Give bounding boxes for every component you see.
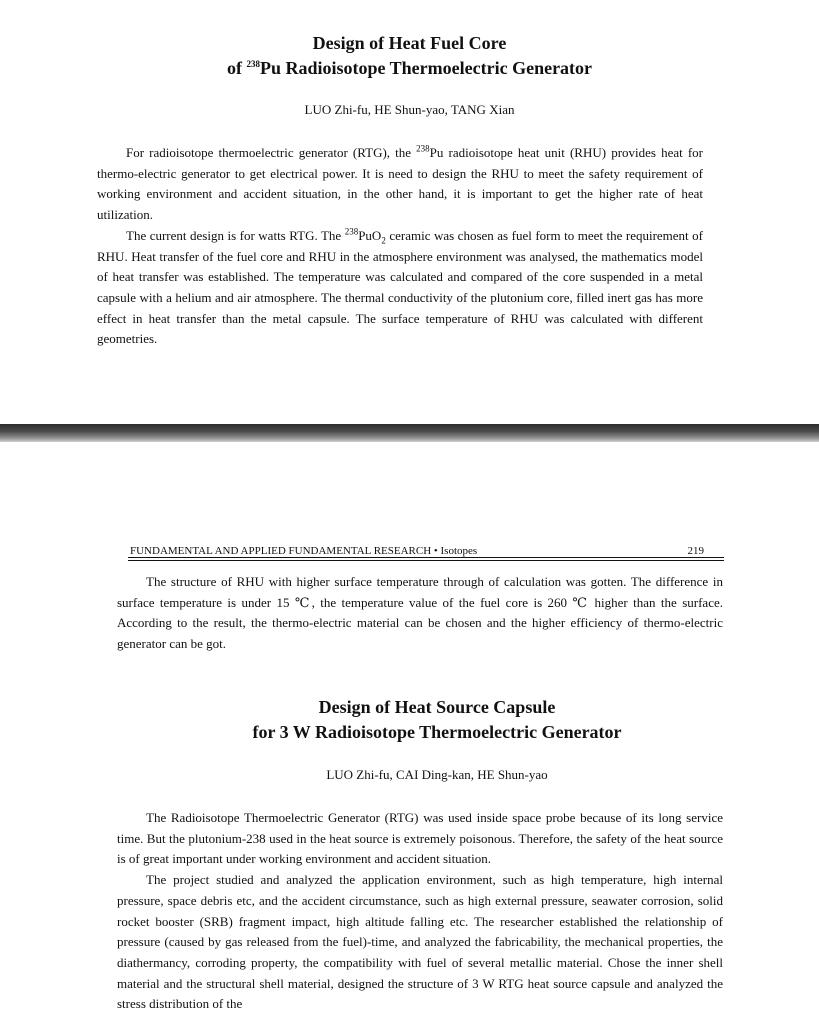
page-separator — [0, 424, 819, 442]
title-prefix: of — [226, 58, 247, 78]
abstract-paragraph: The Radioisotope Thermoelectric Generator (RTG) was used inside space probe because of its long service time. But the plutonium-238 used in the heat source is extremely poisonous. Therefore, the safety of the heat source is of great important under working environment and accident situation. — [117, 810, 723, 867]
article-authors: LUO Zhi-fu, HE Shun-yao, TANG Xian — [304, 102, 515, 117]
abstract-paragraph: The structure of RHU with higher surface temperature through of calculation was gotten. The difference in surface temperature is under 15 ℃, the temperature value of the fuel core is 260 ℃ higher than the surface. According to the result, the thermo-electric material can be chosen and the higher efficiency of thermo-electric generator can be got. — [117, 574, 723, 652]
paragraph-text: For radioisotope thermoelectric generator (RTG), the — [126, 145, 417, 160]
running-header-title: FUNDAMENTAL AND APPLIED FUNDAMENTAL RESEARCH • Isotopes — [130, 545, 478, 557]
paragraph-text: ceramic was chosen as fuel form to meet the requirement of RHU. Heat transfer of the fuel core and RHU in the atmosphere environment was analysed, the mathematics model of heat transfer was established. The temperature was calculated and compared of the core suspended in a metal capsule with a helium and air atmosphere. The thermal conductivity of the plutonium core, filled inert gas has more effect in heat transfer than the metal capsule. The surface temperature of RHU was calculated with different geometries. — [97, 227, 703, 347]
title-rest: Pu Radioisotope Thermoelectric Generator — [259, 58, 593, 78]
title-superscript: 238 — [246, 59, 260, 69]
header-rule-thin — [128, 560, 724, 561]
abstract-paragraph — [97, 226, 703, 350]
paragraph-text: Pu radioisotope heat unit (RHU) provides heat for thermo-electric generator to get electrical power. It is need to design the RHU to meet the safety requirement of working environment and accident situation, in the other hand, it is important to get the higher rate of heat utilization. — [97, 145, 703, 223]
article-title — [0, 31, 819, 81]
article-title-line-1: Design of Heat Fuel Core — [312, 33, 507, 53]
article-abstract — [97, 143, 703, 350]
article-title-line-2 — [0, 56, 819, 81]
article-title — [117, 695, 757, 745]
paragraph-subscript: 2 — [381, 235, 386, 246]
abstract-paragraph: The project studied and analyzed the application environment, such as high temperature, high internal pressure, space debris etc, and the accident circumstance, such as high external pressure, seawater corrosion, solid rocket booster (SRB) fragment impact, high altitude falling etc. The researcher established the relationship of pressure (caused by gas released from the fuel)-time, and analyzed the fabricability, the mechanical properties, the diathermancy, corroding property, the compatibility with fuel of several metallic material. Chose the inner shell material and the structural shell material, designed the structure of 3 W RTG heat source capsule and analyzed the stress distribution of the — [117, 872, 723, 1012]
abstract-paragraph — [97, 143, 703, 226]
article-title-line-2: for 3 W Radioisotope Thermoelectric Generator — [252, 722, 622, 742]
document-page-1 — [0, 0, 819, 424]
document-page-2 — [0, 442, 819, 1012]
paragraph-superscript: 238 — [416, 143, 430, 154]
continued-abstract — [117, 572, 723, 655]
article-authors: LUO Zhi-fu, CAI Ding-kan, HE Shun-yao — [326, 767, 548, 782]
paragraph-superscript: 238 — [344, 226, 359, 237]
article-title-line-1: Design of Heat Source Capsule — [318, 697, 556, 717]
page-number: 219 — [687, 545, 704, 557]
paragraph-text: PuO — [358, 227, 382, 243]
header-rule-thick — [128, 557, 724, 558]
article-abstract — [117, 808, 723, 1015]
paragraph-text: The current design is for watts RTG. The — [126, 227, 345, 243]
